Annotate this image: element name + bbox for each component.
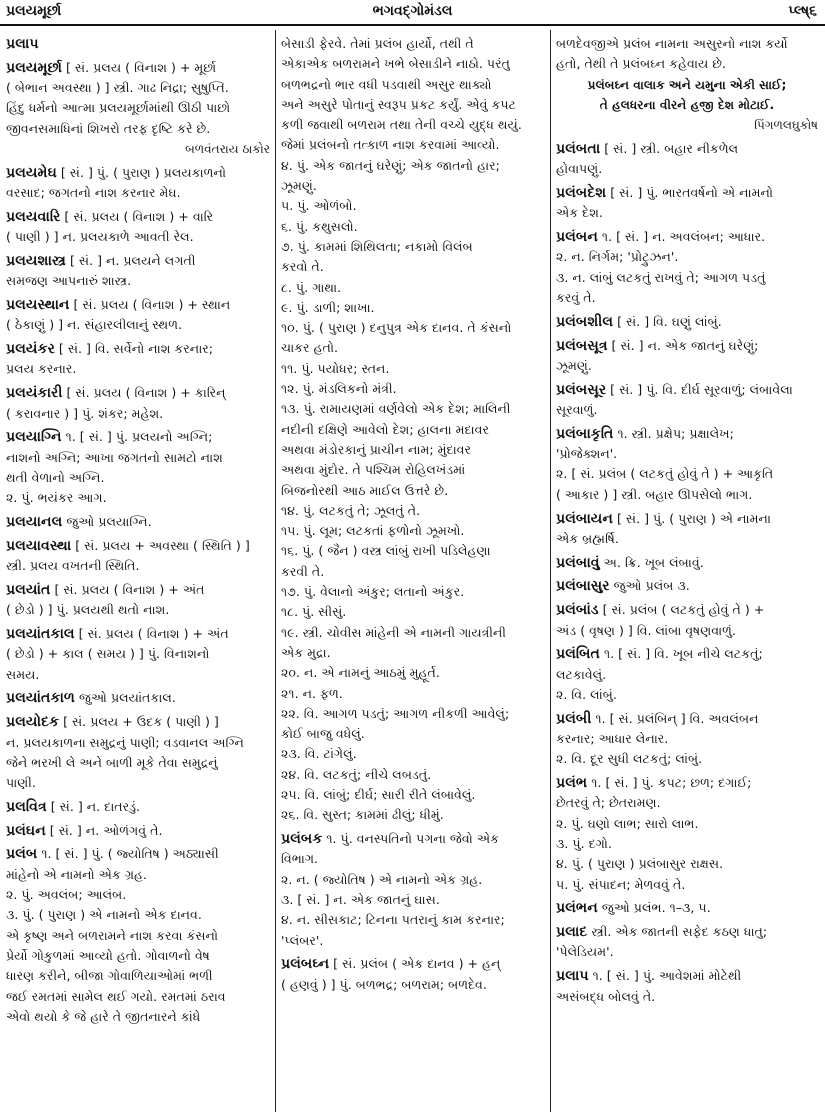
headword: પ્રલંભન xyxy=(556,900,598,917)
definition-line: પ્રલંબશીલ [ સં. ] વિ. ઘણું લાંબું. xyxy=(556,313,722,330)
definition-line: પ્રેર્યો ગોકુળમાં આવ્યો હતો. ગોવાળનો વેષ xyxy=(6,947,210,963)
headword: પ્રલંબન xyxy=(556,229,598,246)
definition-line: ૨. પું. ઘણો લાભ; સારો લાભ. xyxy=(556,815,699,831)
definition-line: ૨. [ સં. પ્રલંબ ( લટકતું હોવું તે ) + આકૃતિ xyxy=(556,466,774,482)
column-divider xyxy=(275,30,276,1112)
dictionary-entry xyxy=(6,295,270,336)
definition-line: પ્રલયસ્થાન [ સં. પ્રલય ( વિનાશ ) + સ્થાન xyxy=(6,297,231,314)
headword: પ્રલાપ xyxy=(6,36,39,52)
headword: પ્રલંબાંડ xyxy=(556,602,599,619)
definition-line: સ્ત્રી. પ્રલય વખતની સ્થિતિ. xyxy=(6,558,140,574)
definition-line: ( ઠેકાણું ) ] ન. સંહારલીલાનું સ્થળ. xyxy=(6,317,183,333)
definition-line: જીવનસમાધિનાં શિખરો તરફ દૃષ્ટિ કરે છે. xyxy=(6,120,211,136)
headword: પ્રલવિત્ર xyxy=(6,798,47,815)
dictionary-entry xyxy=(556,600,818,641)
definition-line: છેતરવું તે; છેતરામણ. xyxy=(556,795,661,811)
definition-line: ( કરાવનાર ) ] પું. શંકર; મહેશ. xyxy=(6,405,164,421)
definition-line: ૨૦. ન. એ નામનું આઠમું મુહૂર્ત. xyxy=(281,665,440,681)
definition-line: ૩. [ સં. ] ન. એક જાતનું ઘાસ. xyxy=(281,891,440,907)
definition-line xyxy=(6,34,270,54)
headword: પ્રલયાનલ xyxy=(6,514,63,531)
dictionary-entry xyxy=(556,922,818,963)
dictionary-entry xyxy=(6,536,270,577)
headword: પ્રલયંકર xyxy=(6,341,55,358)
dictionary-entry xyxy=(6,339,270,380)
page-number: પ્લ્ષ્૬ xyxy=(788,3,817,19)
definition-line: અને અસુરે પોતાનું સ્વરૂપ પ્રકટ કર્યું. એવું કપટ xyxy=(281,96,516,112)
quotation-line: તે હલધરના વીરને હજી દેશ મોટાઈ. xyxy=(599,97,775,112)
headword: પ્રલયોદક xyxy=(6,714,60,731)
definition-line: ( હણવું ) ] પું. બળભદ્ર; બળરામ; બળદેવ. xyxy=(281,976,487,992)
definition-line: 'પ્રોજેક્શન'. xyxy=(556,446,618,462)
definition-line: પ્રલય કરનાર. xyxy=(6,361,77,377)
definition-line: ધારણ કરીને, બીજા ગોવાળિયાઓમાં ભળી xyxy=(6,968,213,984)
dictionary-entry xyxy=(6,712,270,793)
definition-line: પ્રલયાગ્નિ ૧. [ સં. ] પું. પ્રલયનો અગ્નિ; xyxy=(6,429,213,446)
definition-line: કરવી તે. xyxy=(281,563,325,579)
dictionary-entry xyxy=(6,427,270,508)
headword: પ્રલયવારિ xyxy=(6,208,61,225)
dictionary-entry xyxy=(556,227,818,308)
column-divider xyxy=(550,30,551,1112)
dictionary-entry xyxy=(6,383,270,424)
definition-line: પ્રલંભ ૧. [ સં. ] પું. કપટ; છળ; દગાઈ; xyxy=(556,775,752,792)
definition-line: એક દેશ. xyxy=(556,205,603,221)
dictionary-entry xyxy=(6,821,270,841)
definition-line: પ્રલવિત્ર [ સં. ] ન. દાતરડું. xyxy=(6,798,141,815)
dictionary-entry xyxy=(6,207,270,248)
definition-line: પ્રલંબક ૧. પું. વનસ્પતિનો પગના જેવો એક xyxy=(281,831,499,848)
definition-line: પ્રલયંકર [ સં. ] વિ. સર્વેનો નાશ કરનાર; xyxy=(6,341,214,358)
definition-line: પ્રલયંકારી [ સં. પ્રલય ( વિનાશ ) + કારિન્ xyxy=(6,385,226,402)
definition-line: પ્રલંબાસુર જુઓ પ્રલંબ ૩. xyxy=(556,578,690,595)
definition-line: એક મુદ્રા. xyxy=(281,644,331,660)
quotation-attribution: બળવંતરાય ઠાકોર xyxy=(185,141,270,156)
definition-line: બળભદ્રનો ભાર વધી પડવાથી અસુર થાક્યો xyxy=(281,76,492,92)
definition-line: ૨. ન. નિર્ગમ; 'પ્રોટ્રુઝન'. xyxy=(556,249,679,265)
definition-line: 'પેલેડિયમ'. xyxy=(556,944,614,960)
definition-line: એકાએક બળરામને ખભે બેસાડીને નાઠો. પરંતુ xyxy=(281,56,510,72)
definition-line: પ્રલંબાયન [ સં. ] પું. ( પુરાણ ) એ નામના xyxy=(556,510,771,527)
definition-line: નાશનો અગ્નિ; આખા જગતનો સામટો નાશ xyxy=(6,449,223,465)
definition-line: કરવું તે. xyxy=(556,290,596,306)
definition-line: ૨. વિ. દૂર સુધી લટકતું; લાંબું. xyxy=(556,751,703,767)
definition-line: ૨૪. વિ. લટકતું; નીચે લબડતું. xyxy=(281,766,432,782)
definition-line: હતો, તેથી તે પ્રલંબઘ્ન કહેવાય છે. xyxy=(556,56,727,72)
definition-line: ૪. ન. સીસકાટ; ટિનના પતરાનું કામ કરનાર; xyxy=(281,912,505,928)
headword: પ્રલયાંતકાલ xyxy=(6,626,75,643)
definition-line: ૧૨. પું. મંડલિકનો મંત્રી. xyxy=(281,381,397,397)
definition-line: ૧૪. પું. લટકતું તે; ઝૂલતું તે. xyxy=(281,502,421,518)
definition-line: ૨૩. વિ. ટાંગેલું. xyxy=(281,746,357,762)
dictionary-entry xyxy=(6,624,270,685)
definition-line: એક બ્રહ્મર્ષિ. xyxy=(556,530,619,546)
definition-line: પ્રલંબસૂર [ સં. ] પું. વિ. દીર્ઘ સૂરવાળું; લંબાવેલા xyxy=(556,381,793,398)
dictionary-entry xyxy=(556,773,818,895)
definition-line: પ્રલયોદક [ સં. પ્રલય + ઉદક ( પાણી ) ] xyxy=(6,714,219,731)
definition-line: અથવા મંડોરકાનું પ્રાચીન નામ; મુંદાવર xyxy=(281,441,472,457)
definition-line: ૯. પું. ડાળી; શાખા. xyxy=(281,299,375,315)
dictionary-entry xyxy=(281,829,545,951)
definition-line: હિંદુ ધર્મનો આત્મા પ્રલયમૂર્છામાંથી ઊઠી પાછો xyxy=(6,100,231,116)
definition-line: બેસાડી ફેરવે. તેમાં પ્રલંબ હાર્યો, તથી તે xyxy=(281,36,474,51)
dictionary-entry xyxy=(556,424,818,505)
headword: પ્રલયાવસ્થા xyxy=(6,537,72,554)
dictionary-entry xyxy=(281,34,545,826)
definition-line: પ્રલંબાવું અ. ક્રિ. ખૂબ લંબાવું. xyxy=(556,554,704,571)
dictionary-entry xyxy=(556,336,818,377)
headword: પ્રલયાગ્નિ xyxy=(6,429,62,446)
definition-line: સૂરવાળું. xyxy=(556,402,598,418)
definition-line: પ્રલંઘન [ સં. ] ન. ઓળંગવું તે. xyxy=(6,822,163,839)
definition-line: પ્રલાદ સ્ત્રી. એક જાતની સફેદ કઠણ ધાતુ; xyxy=(556,924,768,941)
dictionary-entry xyxy=(556,644,818,705)
definition-line: પ્રલંબાકૃતિ ૧. સ્ત્રી. પ્રક્ષેપ; પ્રક્ષાલેખ; xyxy=(556,425,734,442)
definition-line: ૮. પું. ગાથા. xyxy=(281,279,342,295)
definition-line: ૧૧. પું. પયોધર; સ્તન. xyxy=(281,360,390,376)
definition-line: જેમાં પ્રલંબનો તત્કાળ નાશ કરવામાં આવ્યો. xyxy=(281,137,500,153)
dictionary-entry xyxy=(556,898,818,918)
definition-line: 'પ્લંબર'. xyxy=(281,932,324,948)
definition-line: પ્રલયાવસ્થા [ સં. પ્રલય + અવસ્થા ( સ્થિતિ ) ] xyxy=(6,537,250,554)
dictionary-entry xyxy=(556,312,818,332)
headword: પ્રલંબાસુર xyxy=(556,578,610,595)
definition-line: પ્રલંબઘ્ન [ સં. પ્રલંબ ( એક દાનવ ) + હન્ xyxy=(281,956,501,973)
definition-line: ઝૂમણું. xyxy=(281,178,317,194)
dictionary-entry xyxy=(556,509,818,550)
definition-line: કરનાર; આધાર લેનાર. xyxy=(556,731,669,746)
dictionary-entry xyxy=(6,844,270,1027)
definition-line: ( છેડો ) + કાલ ( સમય ) ] પું. વિનાશનો xyxy=(6,646,210,662)
definition-line: વિભાગ. xyxy=(281,851,319,867)
definition-line: પાણી. xyxy=(6,775,36,791)
definition-line: પ્રલંભન જુઓ પ્રલંભ. ૧–૩, ૫. xyxy=(556,900,711,917)
dictionary-entry xyxy=(281,954,545,995)
definition-line: પ્રલંબન ૧. [ સં. ] ન. અવલંબન; આધાર. xyxy=(556,229,766,246)
definition-line: પ્રલંબ ૧. [ સં. ] પું. ( જ્યોતિષ ) અઠ્યાસી xyxy=(6,846,219,863)
headword: પ્રલયસ્થાન xyxy=(6,297,70,314)
definition-line: પ્રલયાનલ જુઓ પ્રલયાગ્નિ. xyxy=(6,514,152,531)
headword: પ્રલાદ xyxy=(556,924,588,941)
definition-line: પ્રલયાંતકાળ જુઓ પ્રલયાંતકાલ. xyxy=(6,690,176,707)
headword: પ્રલયશાસ્ત્ર xyxy=(6,252,66,269)
definition-line: પ્રલયમૂર્છા [ સં. પ્રલય ( વિનાશ ) + મૂર્છા xyxy=(6,59,217,76)
headword: પ્રલંબદેશ xyxy=(556,185,607,202)
definition-line: ૨. ન. ( જ્યોતિષ ) એ નામનો એક ગ્રહ. xyxy=(281,871,483,887)
definition-line: પ્રલંબસૂત્ર [ સં. ] ન. એક જાતનું ઘરેણું; xyxy=(556,337,759,354)
definition-line: કળી જવાથી બળરામ તથા તેની વચ્ચે યુદ્ધ થયું. xyxy=(281,117,522,133)
dictionary-entry xyxy=(6,688,270,708)
definition-line: જઈ રમતમાં સામેલ થઈ ગયો. રમતમાં ઠરાવ xyxy=(6,988,226,1004)
definition-line: નદીની દક્ષિણે આવેલો દેશ; હાલના મદાવર xyxy=(281,421,489,437)
headword: પ્રલાપ xyxy=(556,968,589,985)
definition-line: સમય. xyxy=(6,666,40,682)
definition-line: ૧૫. પું. લૂમ; લટકતાં ફળોનો ઝૂમખો. xyxy=(281,523,465,539)
definition-line: પ્રલયમેઘ [ સં. ] પું. ( પુરાણ ) પ્રલયકાળનો xyxy=(6,164,226,181)
headword: પ્રલંબસૂત્ર xyxy=(556,337,608,354)
definition-line: ( પાણી ) ] ન. પ્રલયકાળે આવતી રેલ. xyxy=(6,229,194,245)
definition-line: ૫. પું. ઓળંબો. xyxy=(281,198,357,214)
headword: પ્રલંબક xyxy=(281,831,323,848)
definition-line: ૧૯. સ્ત્રી. ચોવીસ માંહેની એ નામની ગાયત્રીની xyxy=(281,624,506,640)
dictionary-entry xyxy=(556,576,818,596)
dictionary-entry xyxy=(556,709,818,770)
definition-line: પ્રલયશાસ્ત્ર [ સં. ] ન. પ્રલયને લગતી xyxy=(6,252,196,269)
dictionary-column-2 xyxy=(281,34,545,1112)
definition-line: ૨. પું. અવલંબ; આલંબ. xyxy=(6,887,127,903)
definition-line: ૧૮. પું. સીસું. xyxy=(281,604,347,620)
dictionary-entry xyxy=(6,58,270,159)
definition-line: પ્રલંબી ૧. [ સં. પ્રલંબિન્ ] વિ. અવલંબન xyxy=(556,710,759,727)
headword: પ્રલયમેઘ xyxy=(6,164,57,181)
dictionary-entry xyxy=(556,183,818,224)
definition-line: ૧૩. પું. રામાયણમાં વર્ણવેલો એક દેશ; માલિની xyxy=(281,401,511,417)
definition-line: પ્રલંબાંડ [ સં. પ્રલંબ ( લટકતું હોવું તે ) + xyxy=(556,602,765,619)
dictionary-entry xyxy=(6,34,270,54)
headword: પ્રલંબાકૃતિ xyxy=(556,425,614,442)
definition-line: ( છેડો ) ] પું. પ્રલયથી થતો નાશ. xyxy=(6,602,170,618)
quotation-line: પ્રલંબઘ્ન વાલાક અને યમુના એકી સાઈ; xyxy=(587,77,787,92)
definition-line: અથવા મુંદોર. તે પશ્ચિમ રોહિલખંડમાં xyxy=(281,462,466,478)
dictionary-entry xyxy=(556,966,818,1007)
definition-line: ૩. પું. દગો. xyxy=(556,835,612,851)
definition-line: કોઈ બાજુ વધેલું. xyxy=(281,726,365,742)
definition-line: ૨૨. વિ. આગળ પડતું; આગળ નીકળી આવેલું; xyxy=(281,705,510,721)
definition-line: ૧૦. પું. ( પુરાણ ) દનુપુત્ર એક દાનવ. તે કંસનો xyxy=(281,320,512,336)
definition-line: અંડ ( વૃષણ ) ] વિ. લાંબા વૃષણવાળું. xyxy=(556,622,736,638)
definition-line: પ્રલંબતા [ સં. ] સ્ત્રી. બહાર નીકળેલ xyxy=(556,140,739,157)
definition-line: એ કૃષ્ણ અને બળરામને નાશ કરવા કંસનો xyxy=(6,927,219,943)
definition-line: ૩. ન. લાંબું લટકતું રાખવું તે; આગળ પડતું xyxy=(556,269,766,285)
headword: પ્રલયાંત xyxy=(6,581,51,598)
definition-line: અસંબદ્ધ બોલવું તે. xyxy=(556,988,656,1004)
dictionary-entry xyxy=(556,139,818,180)
dictionary-entry xyxy=(6,163,270,204)
definition-line: સમજણ આપનારું શાસ્ત્ર. xyxy=(6,273,132,289)
definition-line: ૨૬. વિ. સુસ્ત; કામમાં ઢીલું; ધીમું. xyxy=(281,807,444,823)
headword: પ્રલંઘન xyxy=(6,822,46,839)
headword: પ્રલંબતા xyxy=(556,140,601,157)
dictionary-column-1 xyxy=(6,34,270,1112)
definition-line: ૨૫. વિ. લાંબું; દીર્ઘ; સારી રીતે લંબાવેલું. xyxy=(281,786,476,802)
dictionary-entry xyxy=(556,380,818,421)
definition-line: હોવાપણું. xyxy=(556,161,603,177)
definition-line: ૭. પું. કામમાં શિથિલતા; નકામો વિલંબ xyxy=(281,238,473,254)
definition-line: ચાકર હતો. xyxy=(281,340,339,356)
dictionary-entry xyxy=(6,580,270,621)
headword: પ્રલંબસૂર xyxy=(556,381,607,398)
headword: પ્રલંબાવું xyxy=(556,554,600,571)
definition-line: ( આકાર ) ] સ્ત્રી. બહાર ઊપસેલો ભાગ. xyxy=(556,486,753,502)
definition-line: થતી વેળાનો અગ્નિ. xyxy=(6,469,105,485)
definition-line: કરવો તે. xyxy=(281,259,324,275)
headword: પ્રલંબ xyxy=(6,846,38,863)
headword: પ્રલંબી xyxy=(556,710,592,727)
definition-line: એવો થયો કે જે હારે તે જીતનારને કાંધે xyxy=(6,1008,201,1024)
definition-line: પ્રલયાંતકાલ [ સં. પ્રલય ( વિનાશ ) + અંત xyxy=(6,626,229,643)
definition-line: ૧૬. પું. ( જૈન ) વસ્ત્ર લાંબું રાખી પડિલેહણા xyxy=(281,543,491,559)
headword: પ્રલંબઘ્ન xyxy=(281,956,330,973)
headword: પ્રલંબાયન xyxy=(556,510,613,527)
dictionary-column-3 xyxy=(556,34,818,1112)
definition-line: ઝૂમણું. xyxy=(556,357,592,373)
page-header xyxy=(0,0,825,26)
definition-line: પ્રલયવારિ [ સં. પ્રલય ( વિનાશ ) + વારિ xyxy=(6,208,214,225)
definition-line: ૪. પું. એક જાતનું ઘરેણું; એક જાતનો હાર; xyxy=(281,157,500,173)
dictionary-entry xyxy=(556,34,818,135)
definition-line: ૩. પું. ( પુરાણ ) એ નામનો એક દાનવ. xyxy=(6,907,202,923)
definition-line: માંહેનો એ નામનો એક ગ્રહ. xyxy=(6,866,147,882)
headword: પ્રલંભ xyxy=(556,775,588,792)
definition-line: ૬. પું. કથુસલો. xyxy=(281,218,358,234)
definition-line: ૪. પું. ( પુરાણ ) પ્રલંબાસુર રાક્ષસ. xyxy=(556,856,724,872)
definition-line: ૨૧. ન. ફળ. xyxy=(281,685,343,701)
definition-line: બળદેવજીએ પ્રલંબ નામના અસુરનો નાશ કર્યો xyxy=(556,36,788,51)
definition-line: ન. પ્રલયકાળના સમુદ્રનું પાણી; વડવાનલ અગ્નિ xyxy=(6,734,244,750)
definition-line: ૧૭. પું. વેલાનો અંકુર; લતાનો અંકુર. xyxy=(281,584,465,600)
definition-line: પ્રલંબિત ૧. [ સં. ] વિ. ખૂબ નીચે લટકતું; xyxy=(556,646,763,663)
guide-word-left: પ્રલયમૂર્છા xyxy=(6,3,62,19)
definition-line: ( બેભાન અવસ્થા ) ] સ્ત્રી. ગાઢ નિદ્રા; સુષુપ્તિ. xyxy=(6,80,229,96)
definition-line: પ્રલંબદેશ [ સં. ] પું. ભારતવર્ષનો એ નામનો xyxy=(556,185,774,202)
definition-line: લટકાવેલું. xyxy=(556,666,607,682)
dictionary-entry xyxy=(556,553,818,573)
definition-line: વરસાદ; જગતનો નાશ કરનાર મેઘ. xyxy=(6,185,181,201)
dictionary-entry xyxy=(6,512,270,532)
definition-line: પ્રલયાંત [ સં. પ્રલય ( વિનાશ ) + અંત xyxy=(6,581,205,598)
definition-line: જેને ભરખી લે અને બાળી મૂકે તેવા સમુદ્રનું xyxy=(6,754,218,770)
definition-line: ૫. પું. સંપાદન; મેળવવું તે. xyxy=(556,876,686,892)
quotation-attribution: પિંગળલઘુકોષ xyxy=(754,118,818,133)
headword: પ્રલંબશીલ xyxy=(556,313,614,330)
book-title: ભગવદ્ગોમંડલ xyxy=(372,3,453,19)
definition-line: પ્રલાપ ૧. [ સં. ] પું. આવેશમાં મોટેથી xyxy=(556,968,742,985)
dictionary-entry xyxy=(6,797,270,817)
definition-line: ૨. વિ. લાંબું. xyxy=(556,686,617,702)
headword: પ્રલયંકારી xyxy=(6,385,63,402)
definition-line: ૨. પું. ભયંકર આગ. xyxy=(6,490,107,506)
dictionary-entry xyxy=(6,251,270,292)
definition-line: બિજનોરથી આઠ માઈલ ઉત્તરે છે. xyxy=(281,482,449,498)
headword: પ્રલંબિત xyxy=(556,646,600,663)
headword: પ્રલયાંતકાળ xyxy=(6,690,75,707)
headword: પ્રલયમૂર્છા xyxy=(6,59,63,76)
